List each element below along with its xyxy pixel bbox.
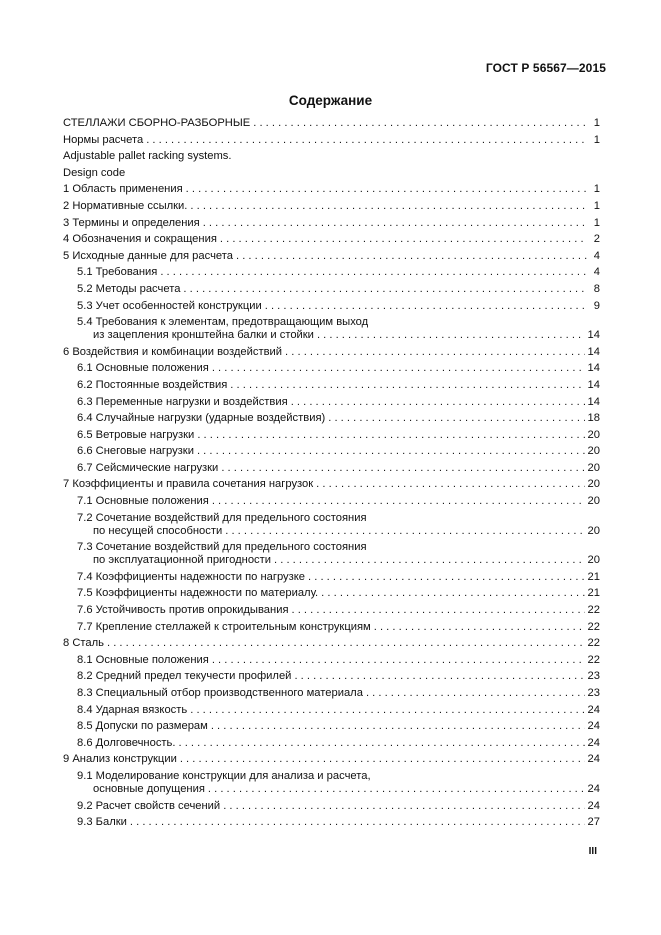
toc-entry[interactable] bbox=[63, 704, 600, 717]
toc-entry-page: 1 bbox=[593, 199, 600, 212]
toc-entry-label: 4 Обозначения и сокращения bbox=[63, 233, 217, 246]
toc-entry-page: 22 bbox=[587, 620, 600, 633]
toc-entry-label: 8.1 Основные положения bbox=[77, 653, 209, 666]
toc-entry-page: 22 bbox=[587, 637, 600, 650]
toc-entry[interactable] bbox=[63, 117, 600, 130]
toc-entry[interactable] bbox=[63, 462, 600, 475]
toc-entry-page: 18 bbox=[587, 412, 600, 425]
dot-leader bbox=[190, 200, 587, 213]
toc-entry-page: 8 bbox=[593, 282, 600, 295]
toc-entry[interactable] bbox=[63, 445, 600, 458]
toc-entry-label: 7.6 Устойчивость против опрокидывания bbox=[77, 604, 289, 617]
toc-entry-label: 6.5 Ветровые нагрузки bbox=[77, 428, 195, 441]
toc-entry[interactable] bbox=[63, 720, 600, 733]
toc-entry-page: 23 bbox=[587, 670, 600, 683]
toc-entry[interactable] bbox=[63, 134, 600, 147]
toc-entry[interactable] bbox=[63, 283, 600, 296]
dot-leader bbox=[220, 233, 587, 246]
toc-subtitle-line: Design code bbox=[63, 166, 126, 179]
toc-entry-page: 22 bbox=[587, 653, 600, 666]
dot-leader bbox=[374, 621, 585, 634]
toc-entry[interactable] bbox=[63, 495, 600, 508]
dot-leader bbox=[223, 800, 584, 813]
toc-entry[interactable] bbox=[63, 637, 600, 650]
toc-entry-label: 9.1 Моделирование конструкции для анализа и расчета, bbox=[77, 769, 371, 782]
dot-leader bbox=[107, 637, 585, 650]
toc-entry-page: 24 bbox=[587, 703, 600, 716]
toc-entry-page: 20 bbox=[587, 524, 600, 537]
dot-leader bbox=[212, 495, 585, 508]
toc-entry-page: 24 bbox=[587, 799, 600, 812]
toc-entry-label: 8 Сталь bbox=[63, 637, 104, 650]
toc-entry-page: 24 bbox=[587, 753, 600, 766]
toc-entry-page: 20 bbox=[587, 428, 600, 441]
dot-leader bbox=[317, 329, 585, 342]
page-number: III bbox=[588, 846, 597, 857]
toc-entry-page: 14 bbox=[587, 362, 600, 375]
toc-entry-label: 3 Термины и определения bbox=[63, 216, 200, 229]
dot-leader bbox=[212, 654, 585, 667]
toc-entry[interactable] bbox=[63, 300, 600, 313]
toc-entry-page: 9 bbox=[593, 299, 600, 312]
toc-entry-label: 6.4 Случайные нагрузки (ударные воздействия) bbox=[77, 412, 326, 425]
toc-entry[interactable] bbox=[63, 571, 600, 584]
toc-entry[interactable] bbox=[63, 396, 600, 409]
toc-entry-label: 6.7 Сейсмические нагрузки bbox=[77, 461, 219, 474]
dot-leader bbox=[178, 737, 584, 750]
toc-entry[interactable] bbox=[63, 687, 600, 700]
toc-entry-label: СТЕЛЛАЖИ СБОРНО-РАЗБОРНЫЕ bbox=[63, 117, 251, 129]
toc-entry-page: 14 bbox=[587, 329, 600, 342]
dot-leader bbox=[190, 704, 584, 717]
toc-entry-page: 1 bbox=[593, 117, 600, 129]
toc-entry[interactable] bbox=[63, 266, 600, 279]
toc-entry-page: 22 bbox=[587, 604, 600, 617]
toc-entry-label: 1 Область применения bbox=[63, 183, 183, 196]
toc-entry[interactable] bbox=[63, 670, 600, 683]
toc-entry-page: 14 bbox=[587, 345, 600, 358]
toc-entry[interactable] bbox=[63, 737, 600, 750]
toc-subtitle-line: Adjustable pallet racking systems. bbox=[63, 150, 232, 163]
toc-entry-page: 1 bbox=[593, 133, 600, 146]
toc-entry-label: 9.2 Расчет свойств сечений bbox=[77, 799, 221, 812]
toc-entry-label: 9 Анализ конструкции bbox=[63, 753, 177, 766]
dot-leader bbox=[292, 604, 585, 617]
table-of-contents bbox=[63, 117, 600, 833]
dot-leader bbox=[253, 117, 587, 130]
toc-entry[interactable] bbox=[63, 753, 600, 766]
toc-entry[interactable] bbox=[63, 200, 600, 213]
toc-entry-label: 8.3 Специальный отбор производственного материала bbox=[77, 687, 363, 699]
toc-entry-label: 5.3 Учет особенностей конструкции bbox=[77, 299, 262, 312]
dot-leader bbox=[203, 217, 587, 230]
toc-entry-label: 6.6 Снеговые нагрузки bbox=[77, 445, 194, 458]
toc-entry-label: 7.3 Сочетание воздействий для предельного состояния bbox=[77, 541, 367, 554]
toc-entry[interactable] bbox=[63, 183, 600, 196]
toc-entry-label: Нормы расчета bbox=[63, 133, 144, 146]
toc-entry-label: 8.2 Средний предел текучести профилей bbox=[77, 670, 292, 683]
toc-entry[interactable] bbox=[63, 654, 600, 667]
toc-entry-page: 21 bbox=[587, 570, 600, 583]
toc-entry-page: 20 bbox=[587, 461, 600, 474]
toc-entry-page: 14 bbox=[587, 395, 600, 408]
toc-entry-page: 20 bbox=[587, 478, 600, 491]
toc-entry[interactable] bbox=[63, 621, 600, 634]
dot-leader bbox=[180, 753, 585, 766]
toc-entry-label: 5.2 Методы расчета bbox=[77, 282, 181, 295]
toc-entry-multiline[interactable] bbox=[63, 512, 600, 538]
toc-entry-page: 1 bbox=[593, 216, 600, 229]
dot-leader bbox=[274, 554, 585, 567]
toc-entry-label: 7 Коэффициенты и правила сочетания нагрузок bbox=[63, 478, 314, 491]
toc-entry-label: 6.2 Постоянные воздействия bbox=[77, 378, 228, 391]
dot-leader bbox=[294, 670, 584, 683]
dot-leader bbox=[208, 783, 585, 796]
toc-entry-label: 5.4 Требования к элементам, предотвращающим выход bbox=[77, 316, 369, 329]
toc-entry-label: 7.7 Крепление стеллажей к строительным конструкциям bbox=[77, 620, 371, 633]
dot-leader bbox=[225, 525, 584, 538]
dot-leader bbox=[291, 396, 585, 409]
toc-entry-label: 7.4 Коэффициенты надежности по нагрузке bbox=[77, 570, 306, 583]
toc-entry-page: 24 bbox=[587, 782, 600, 795]
dot-leader bbox=[186, 183, 587, 196]
document-code: ГОСТ Р 56567—2015 bbox=[485, 61, 606, 75]
toc-entry-label: 6 Воздействия и комбинации воздействий bbox=[63, 345, 283, 358]
toc-entry[interactable] bbox=[63, 816, 600, 829]
dot-leader bbox=[160, 266, 587, 279]
toc-entry[interactable] bbox=[63, 346, 600, 359]
toc-entry-page: 4 bbox=[593, 266, 600, 279]
toc-entry-label: 6.3 Переменные нагрузки и воздействия bbox=[77, 395, 288, 408]
toc-entry-page: 4 bbox=[593, 249, 600, 262]
toc-entry-label-cont: основные допущения bbox=[93, 782, 205, 795]
toc-entry-label-cont: по эксплуатационной пригодности bbox=[93, 554, 272, 567]
toc-entry-label: 2 Нормативные ссылки. bbox=[63, 199, 188, 212]
toc-entry-page: 14 bbox=[587, 378, 600, 391]
dot-leader bbox=[328, 412, 584, 425]
dot-leader bbox=[146, 134, 587, 147]
dot-leader bbox=[197, 429, 584, 442]
dot-leader bbox=[230, 379, 584, 392]
toc-entry-label: 9.3 Балки bbox=[77, 816, 127, 829]
toc-entry-label: 5 Исходные данные для расчета bbox=[63, 249, 233, 262]
toc-entry[interactable] bbox=[63, 379, 600, 392]
toc-entry-label: 8.6 Долговечность. bbox=[77, 736, 176, 749]
toc-entry[interactable] bbox=[63, 250, 600, 263]
toc-entry-page: 21 bbox=[587, 587, 600, 600]
toc-entry-page: 20 bbox=[587, 495, 600, 508]
toc-entry-page: 20 bbox=[587, 554, 600, 567]
toc-entry-label-cont: по несущей способности bbox=[93, 524, 223, 537]
page-title: Содержание bbox=[288, 93, 373, 108]
toc-entry-page: 27 bbox=[587, 816, 600, 829]
dot-leader bbox=[130, 816, 585, 829]
toc-entry[interactable] bbox=[63, 587, 600, 600]
dot-leader bbox=[321, 587, 584, 600]
toc-entry-multiline[interactable] bbox=[63, 316, 600, 342]
dot-leader bbox=[211, 720, 585, 733]
toc-entry[interactable] bbox=[63, 478, 600, 491]
dot-leader bbox=[221, 462, 584, 475]
toc-entry[interactable] bbox=[63, 217, 600, 230]
toc-entry-label: 7.5 Коэффициенты надежности по материалу. bbox=[77, 587, 319, 600]
dot-leader bbox=[183, 283, 587, 296]
dot-leader bbox=[197, 445, 585, 458]
toc-entry[interactable] bbox=[63, 429, 600, 442]
dot-leader bbox=[212, 362, 585, 375]
toc-entry[interactable] bbox=[63, 412, 600, 425]
toc-entry-page: 1 bbox=[593, 183, 600, 196]
toc-entry-label: 8.5 Допуски по размерам bbox=[77, 720, 208, 733]
dot-leader bbox=[236, 250, 587, 263]
dot-leader bbox=[285, 346, 585, 359]
dot-leader bbox=[316, 478, 584, 491]
toc-entry-page: 24 bbox=[587, 736, 600, 749]
dot-leader bbox=[308, 571, 585, 584]
dot-leader bbox=[265, 300, 587, 313]
toc-entry[interactable] bbox=[63, 233, 600, 246]
toc-entry[interactable] bbox=[63, 800, 600, 813]
toc-entry-page: 24 bbox=[587, 720, 600, 733]
toc-entry-label: 8.4 Ударная вязкость bbox=[77, 703, 188, 716]
toc-entry-page: 20 bbox=[587, 445, 600, 458]
toc-entry-label: 7.1 Основные положения bbox=[77, 495, 209, 508]
toc-entry-label: 5.1 Требования bbox=[77, 266, 158, 279]
toc-entry-multiline[interactable] bbox=[63, 770, 600, 796]
toc-entry[interactable] bbox=[63, 604, 600, 617]
toc-entry-page: 2 bbox=[593, 233, 600, 246]
toc-entry[interactable] bbox=[63, 362, 600, 375]
toc-entry-label: 6.1 Основные положения bbox=[77, 362, 209, 375]
dot-leader bbox=[366, 687, 585, 700]
toc-entry-label: 7.2 Сочетание воздействий для предельного состояния bbox=[77, 511, 367, 524]
toc-entry-label-cont: из зацепления кронштейна балки и стойки bbox=[93, 329, 314, 342]
toc-entry-page: 23 bbox=[587, 687, 600, 699]
toc-entry-multiline[interactable] bbox=[63, 541, 600, 567]
